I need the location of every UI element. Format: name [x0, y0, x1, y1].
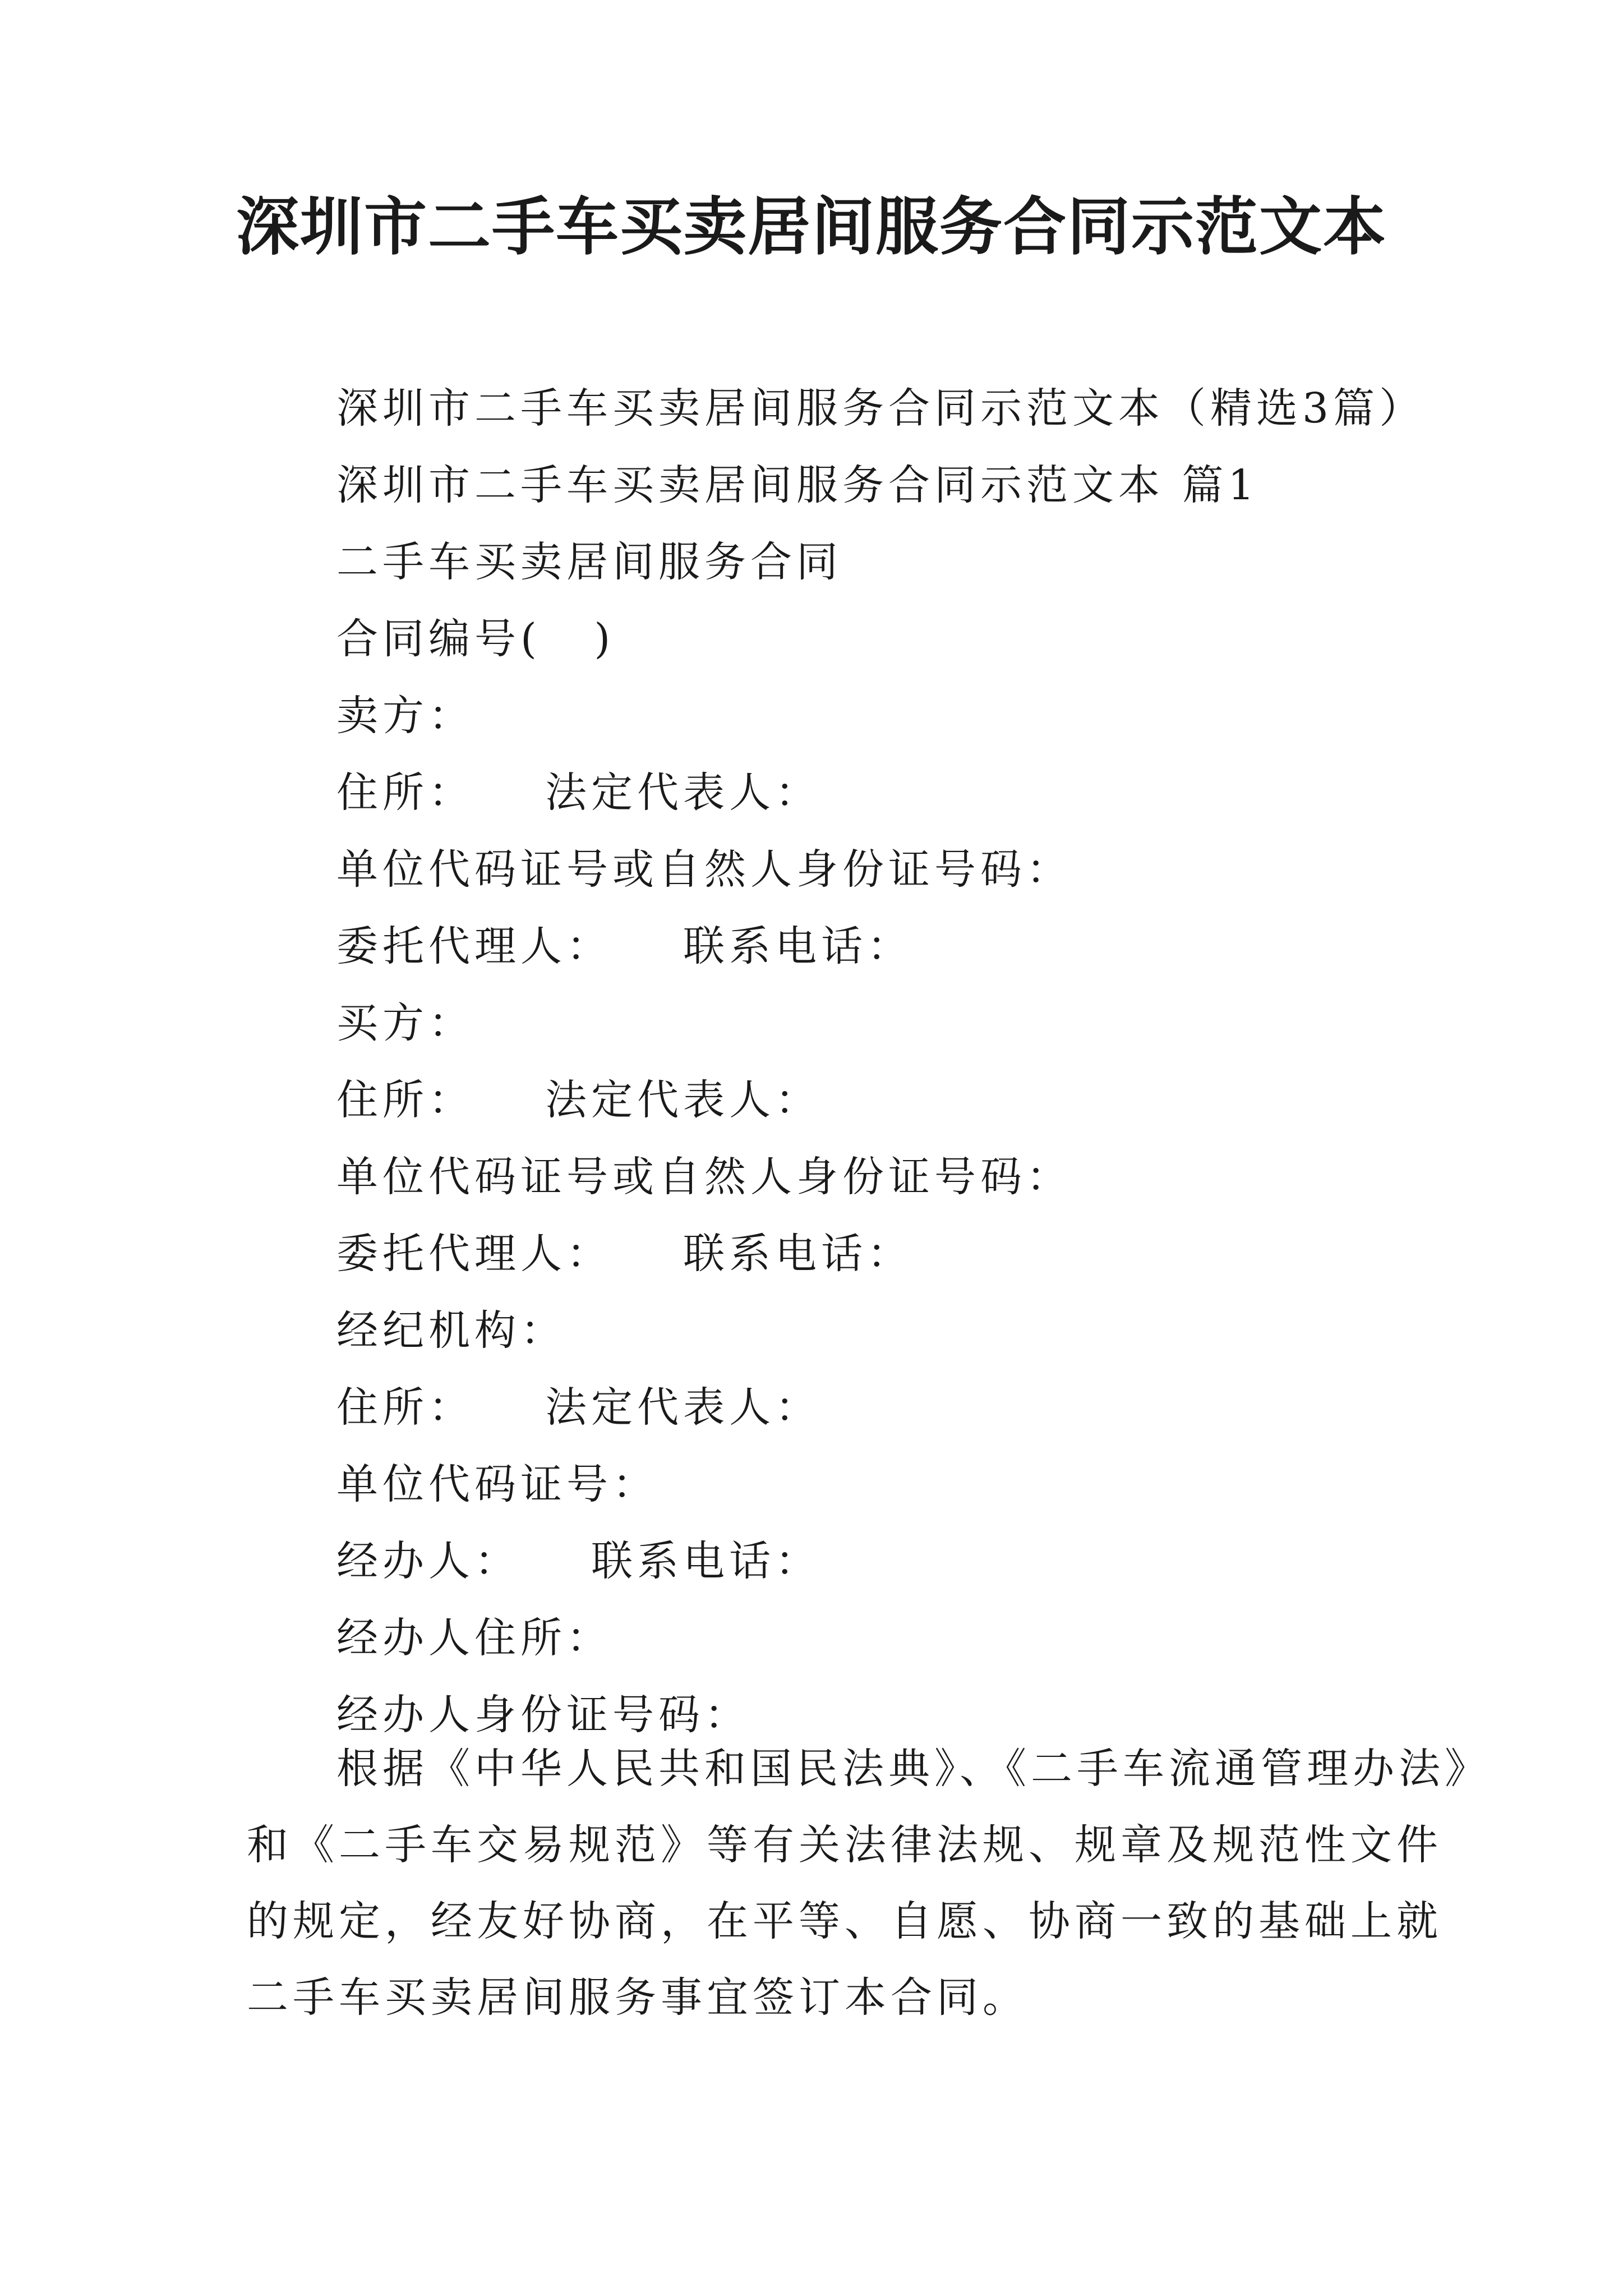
seller-field: 卖方： [336, 692, 474, 740]
buyer-id-field: 单位代码证号或自然人身份证号码： [336, 1153, 1072, 1201]
seller-id-field: 单位代码证号或自然人身份证号码： [336, 845, 1072, 894]
handler-field: 经办人： 联系电话： [336, 1537, 822, 1585]
document-title: 深圳市二手车买卖居间服务合同示范文本 [236, 190, 1387, 264]
buyer-address-field: 住所： 法定代表人： [336, 1076, 822, 1124]
section-heading: 深圳市二手车买卖居间服务合同示范文本 篇1 [336, 461, 1259, 509]
subtitle-line: 深圳市二手车买卖居间服务合同示范文本（精选3篇） [336, 384, 1426, 432]
handler-address-field: 经办人住所： [336, 1614, 612, 1662]
broker-code-field: 单位代码证号： [336, 1460, 658, 1508]
preamble-line: 根据《中华人民共和国民法典》、《二手车流通管理办法》 [336, 1745, 1491, 1793]
buyer-field: 买方： [336, 999, 474, 1047]
preamble-line: 二手车买卖居间服务事宜签订本合同。 [247, 1973, 1029, 2022]
preamble-line: 和《二手车交易规范》等有关法律法规、规章及规范性文件 [247, 1821, 1442, 1869]
buyer-agent-field: 委托代理人： 联系电话： [336, 1230, 914, 1278]
contract-name: 二手车买卖居间服务合同 [336, 538, 842, 586]
seller-agent-field: 委托代理人： 联系电话： [336, 922, 914, 970]
contract-number-field: 合同编号( ) [336, 615, 615, 663]
seller-address-field: 住所： 法定代表人： [336, 769, 822, 817]
handler-id-field: 经办人身份证号码： [336, 1691, 750, 1739]
broker-address-field: 住所： 法定代表人： [336, 1383, 822, 1432]
contract-field-list [336, 370, 1458, 1754]
broker-field: 经纪机构： [336, 1306, 566, 1355]
preamble-paragraph [247, 1731, 1491, 2036]
preamble-line: 的规定，经友好协商，在平等、自愿、协商一致的基础上就 [247, 1897, 1442, 1945]
